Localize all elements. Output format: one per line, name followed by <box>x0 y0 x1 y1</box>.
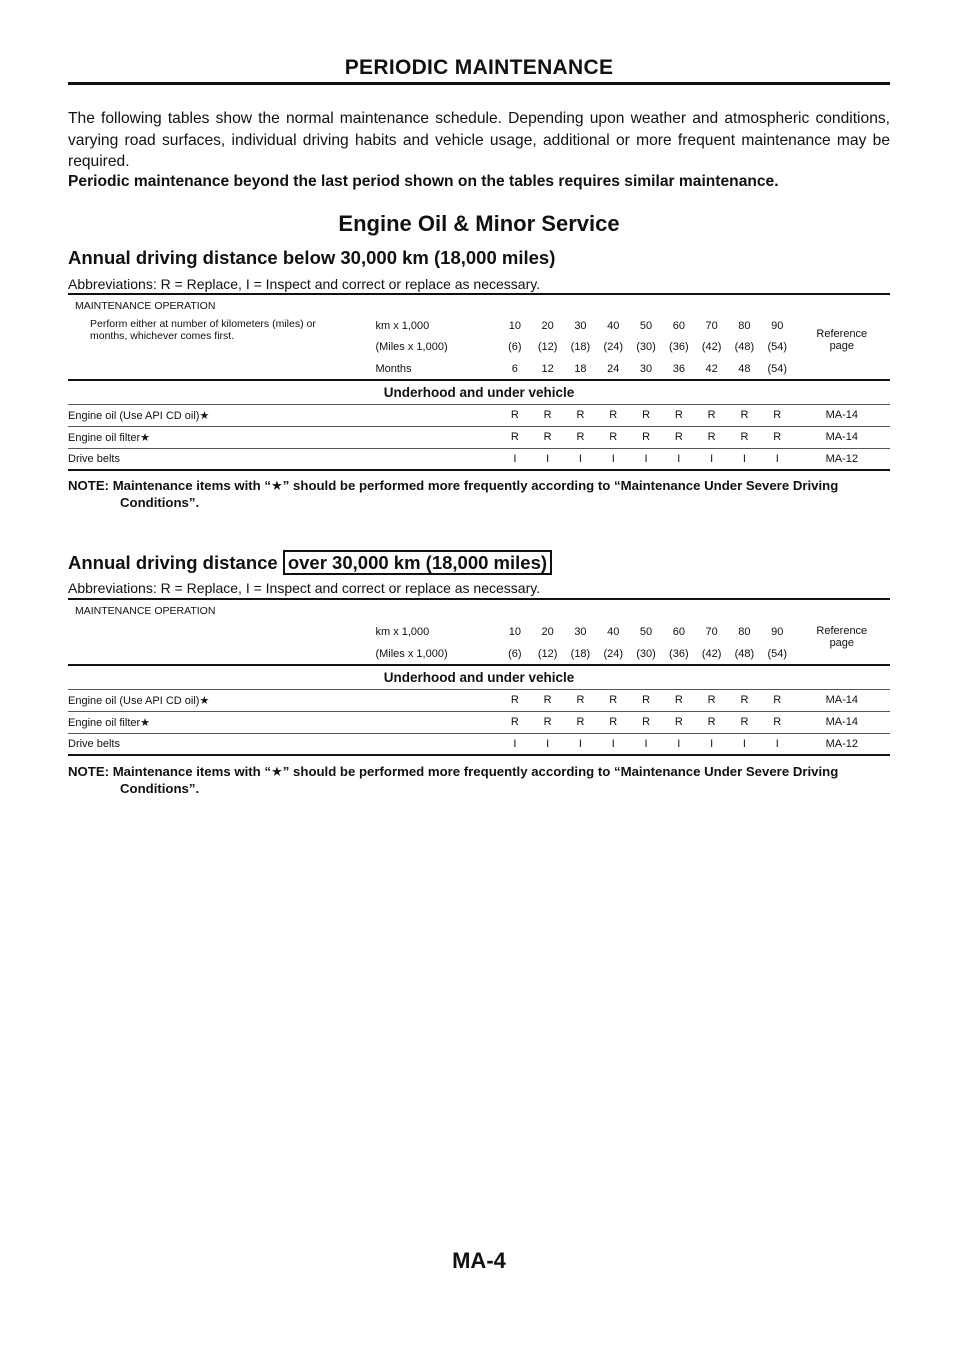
table2-row-ref: MA-14 <box>825 694 859 706</box>
table2-row-value: R <box>674 694 683 706</box>
table2-row-value: R <box>707 716 716 728</box>
table2-miles-cell: (54) <box>767 647 787 660</box>
table2-row-item: Drive belts <box>68 737 120 750</box>
intro-bold-note: Periodic maintenance beyond the last period shown on the tables requires similar maintenance. <box>68 173 779 190</box>
table2-row-value: R <box>707 694 716 706</box>
table1-row-value: R <box>740 431 749 443</box>
table1-note: NOTE: Maintenance items with “★” should be performed more frequently according to “Maintenance Under Severe Driving Conditions”. <box>68 478 839 510</box>
star-icon: ★ <box>140 716 151 729</box>
table1-reference-page-header: Reference page <box>816 327 868 352</box>
table1-km-label: km x 1,000 <box>375 320 430 332</box>
table1-miles-cell: (6) <box>508 341 522 353</box>
table1-miles-cell: (24) <box>603 341 624 353</box>
table2-row-value: I <box>644 737 648 750</box>
table1-maintenance-operation: MAINTENANCE OPERATION <box>75 299 216 312</box>
table2-miles-cell: (12) <box>537 647 558 660</box>
table2-row-value: I <box>546 737 550 750</box>
table1-perform-note: Perform either at number of kilometers (miles) or months, whichever comes first. <box>90 318 316 342</box>
table-row <box>68 448 890 470</box>
table1-row-value: I <box>710 452 714 465</box>
table2-row-value: R <box>740 716 749 728</box>
table2-row-value: R <box>642 694 651 706</box>
table1-row-value: R <box>773 431 782 443</box>
table-row <box>68 689 890 711</box>
table2-row-value: I <box>710 737 714 750</box>
table1-row-value: I <box>677 452 681 465</box>
table1-row-value: I <box>775 452 779 465</box>
table2-row-value: R <box>674 716 683 728</box>
table2-row-ref: MA-14 <box>825 716 859 728</box>
table1-subtitle: Annual driving distance below 30,000 km (18,000 miles) <box>68 247 556 268</box>
table2-abbreviations: Abbreviations: R = Replace, I = Inspect and correct or replace as necessary. <box>68 580 541 596</box>
table1-row-value: I <box>546 452 550 465</box>
table2-miles-cell: (42) <box>701 647 722 660</box>
table2-row-value: R <box>642 716 651 728</box>
table1-months-cell: 6 <box>511 362 518 375</box>
table1-miles-cell: (30) <box>636 341 656 353</box>
table2-note: NOTE: Maintenance items with “★” should be performed more frequently according to “Maintenance Under Severe Driving Conditions”. <box>68 764 839 796</box>
table1-km-cell: 20 <box>541 320 554 332</box>
table2-subtitle-boxed: over 30,000 km (18,000 miles) <box>283 550 552 575</box>
table2-km-cell: 40 <box>607 626 620 638</box>
table2-row-value: I <box>677 737 681 750</box>
table2-miles-cell: (18) <box>570 647 591 660</box>
table2-row-value: R <box>510 716 519 728</box>
table2-subtitle: Annual driving distance over 30,000 km (18,000 miles) <box>68 552 552 574</box>
table2-km-cell: 20 <box>541 626 554 638</box>
table2-row-value: R <box>576 694 585 706</box>
table1-months-cell: 42 <box>705 362 718 375</box>
table2-row-value: R <box>609 694 618 706</box>
table-row <box>68 733 890 755</box>
star-icon: ★ <box>199 409 210 422</box>
table1-row-value: I <box>611 452 615 465</box>
table1-row-value: I <box>644 452 648 465</box>
table2-km-label: km x 1,000 <box>375 626 430 638</box>
table2-row-value: R <box>543 716 552 728</box>
table1-row-value: I <box>742 452 746 465</box>
table2-maintenance-operation: MAINTENANCE OPERATION <box>75 604 216 617</box>
table1-months-cell: 48 <box>738 362 751 375</box>
table2-km-cell: 30 <box>574 626 587 638</box>
table1-row-value: R <box>576 431 585 443</box>
table2-miles-cell: (30) <box>636 647 656 660</box>
header-rule <box>68 82 890 85</box>
table1-row-value: I <box>578 452 582 465</box>
table2-miles-cell: (36) <box>669 647 689 660</box>
table1-km-cell: 70 <box>705 320 718 332</box>
table1-km-cell: 10 <box>508 320 521 332</box>
table2-blank <box>68 621 375 665</box>
table1-row-value: R <box>543 431 552 443</box>
page-header-title: PERIODIC MAINTENANCE <box>344 56 614 79</box>
table1-miles-cell: (54) <box>767 341 787 353</box>
table2-row-ref: MA-12 <box>825 737 859 750</box>
table1-row-value: R <box>642 409 651 421</box>
table2-miles-cell: (6) <box>508 647 522 660</box>
table2-row-item: Engine oil filter★ <box>68 716 151 729</box>
table2-row-value: I <box>742 737 746 750</box>
table1-row-value: R <box>773 409 782 421</box>
table1-months-cell: 30 <box>639 362 653 375</box>
table1-miles-cell: (36) <box>669 341 689 353</box>
table1-months-cell: (54) <box>767 362 787 375</box>
table1-months-label: Months <box>375 362 412 375</box>
table1-miles-cell: (12) <box>537 341 558 353</box>
table1-schedule <box>68 293 890 471</box>
table1-km-cell: 90 <box>771 320 784 332</box>
table2-row-value: I <box>578 737 582 750</box>
page-number: MA-4 <box>452 1248 506 1273</box>
table1-miles-cell: (48) <box>734 341 755 353</box>
table1-row-item: Drive belts <box>68 452 120 465</box>
table2-row-item: Engine oil (Use API CD oil)★ <box>68 694 210 707</box>
table2-schedule <box>68 598 890 756</box>
table1-months-cell: 24 <box>607 362 620 375</box>
table-row <box>68 711 890 733</box>
table2-miles-cell: (48) <box>734 647 755 660</box>
table1-km-cell: 50 <box>639 320 653 332</box>
star-icon: ★ <box>140 431 151 444</box>
intro-paragraph: The following tables show the normal maintenance schedule. Depending upon weather and atmospheric conditions, varying road surfaces, individual driving habits and vehicle usage, additional or more frequent maintenance may be required. <box>68 110 890 170</box>
table2-km-cell: 10 <box>508 626 521 638</box>
table1-row-value: R <box>674 409 683 421</box>
table2-category: Underhood and under vehicle <box>383 669 575 685</box>
table2-row-value: R <box>773 694 782 706</box>
table1-months-cell: 12 <box>541 362 554 375</box>
table1-miles-label: (Miles x 1,000) <box>375 341 448 353</box>
table2-row-value: R <box>510 694 519 706</box>
table1-row-ref: MA-12 <box>825 452 859 465</box>
table2-row-value: I <box>611 737 615 750</box>
table1-row-ref: MA-14 <box>825 431 859 443</box>
table2-miles-cell: (24) <box>603 647 624 660</box>
table2-km-cell: 50 <box>639 626 653 638</box>
table2-row-value: R <box>576 716 585 728</box>
table1-row-value: R <box>707 431 716 443</box>
section-title: Engine Oil & Minor Service <box>338 211 620 236</box>
table2-row-value: R <box>773 716 782 728</box>
table-row <box>68 404 890 426</box>
table-row <box>68 426 890 448</box>
table2-miles-label: (Miles x 1,000) <box>375 647 448 660</box>
table2-row-value: R <box>740 694 749 706</box>
table1-row-value: R <box>609 431 618 443</box>
table1-abbreviations: Abbreviations: R = Replace, I = Inspect and correct or replace as necessary. <box>68 276 541 292</box>
table1-row-value: R <box>674 431 683 443</box>
table1-category: Underhood and under vehicle <box>383 384 575 400</box>
table1-months-cell: 18 <box>574 362 587 375</box>
table2-row-value: R <box>609 716 618 728</box>
table1-km-cell: 80 <box>738 320 751 332</box>
table2-row-value: I <box>775 737 779 750</box>
star-icon: ★ <box>199 694 210 707</box>
table1-km-cell: 30 <box>574 320 587 332</box>
table1-row-item: Engine oil (Use API CD oil)★ <box>68 409 210 422</box>
table1-row-value: R <box>576 409 585 421</box>
table2-km-cell: 60 <box>672 626 685 638</box>
table1-row-value: R <box>642 431 651 443</box>
table1-miles-cell: (18) <box>570 341 591 353</box>
table2-reference-page-header: Reference page <box>816 624 868 649</box>
table2-km-cell: 90 <box>771 626 784 638</box>
table2-km-cell: 80 <box>738 626 751 638</box>
table2-km-cell: 70 <box>705 626 718 638</box>
table1-row-value: R <box>510 431 519 443</box>
table1-km-cell: 40 <box>607 320 620 332</box>
table1-row-value: I <box>513 452 517 465</box>
table1-miles-cell: (42) <box>701 341 722 353</box>
table1-row-value: R <box>609 409 618 421</box>
table1-row-value: R <box>707 409 716 421</box>
table1-row-value: R <box>740 409 749 421</box>
table1-km-cell: 60 <box>672 320 685 332</box>
table2-row-value: I <box>513 737 517 750</box>
table1-months-cell: 36 <box>672 362 685 375</box>
table1-row-item: Engine oil filter★ <box>68 431 151 444</box>
table1-row-ref: MA-14 <box>825 409 859 421</box>
table2-row-value: R <box>543 694 552 706</box>
table1-row-value: R <box>543 409 552 421</box>
table1-row-value: R <box>510 409 519 421</box>
